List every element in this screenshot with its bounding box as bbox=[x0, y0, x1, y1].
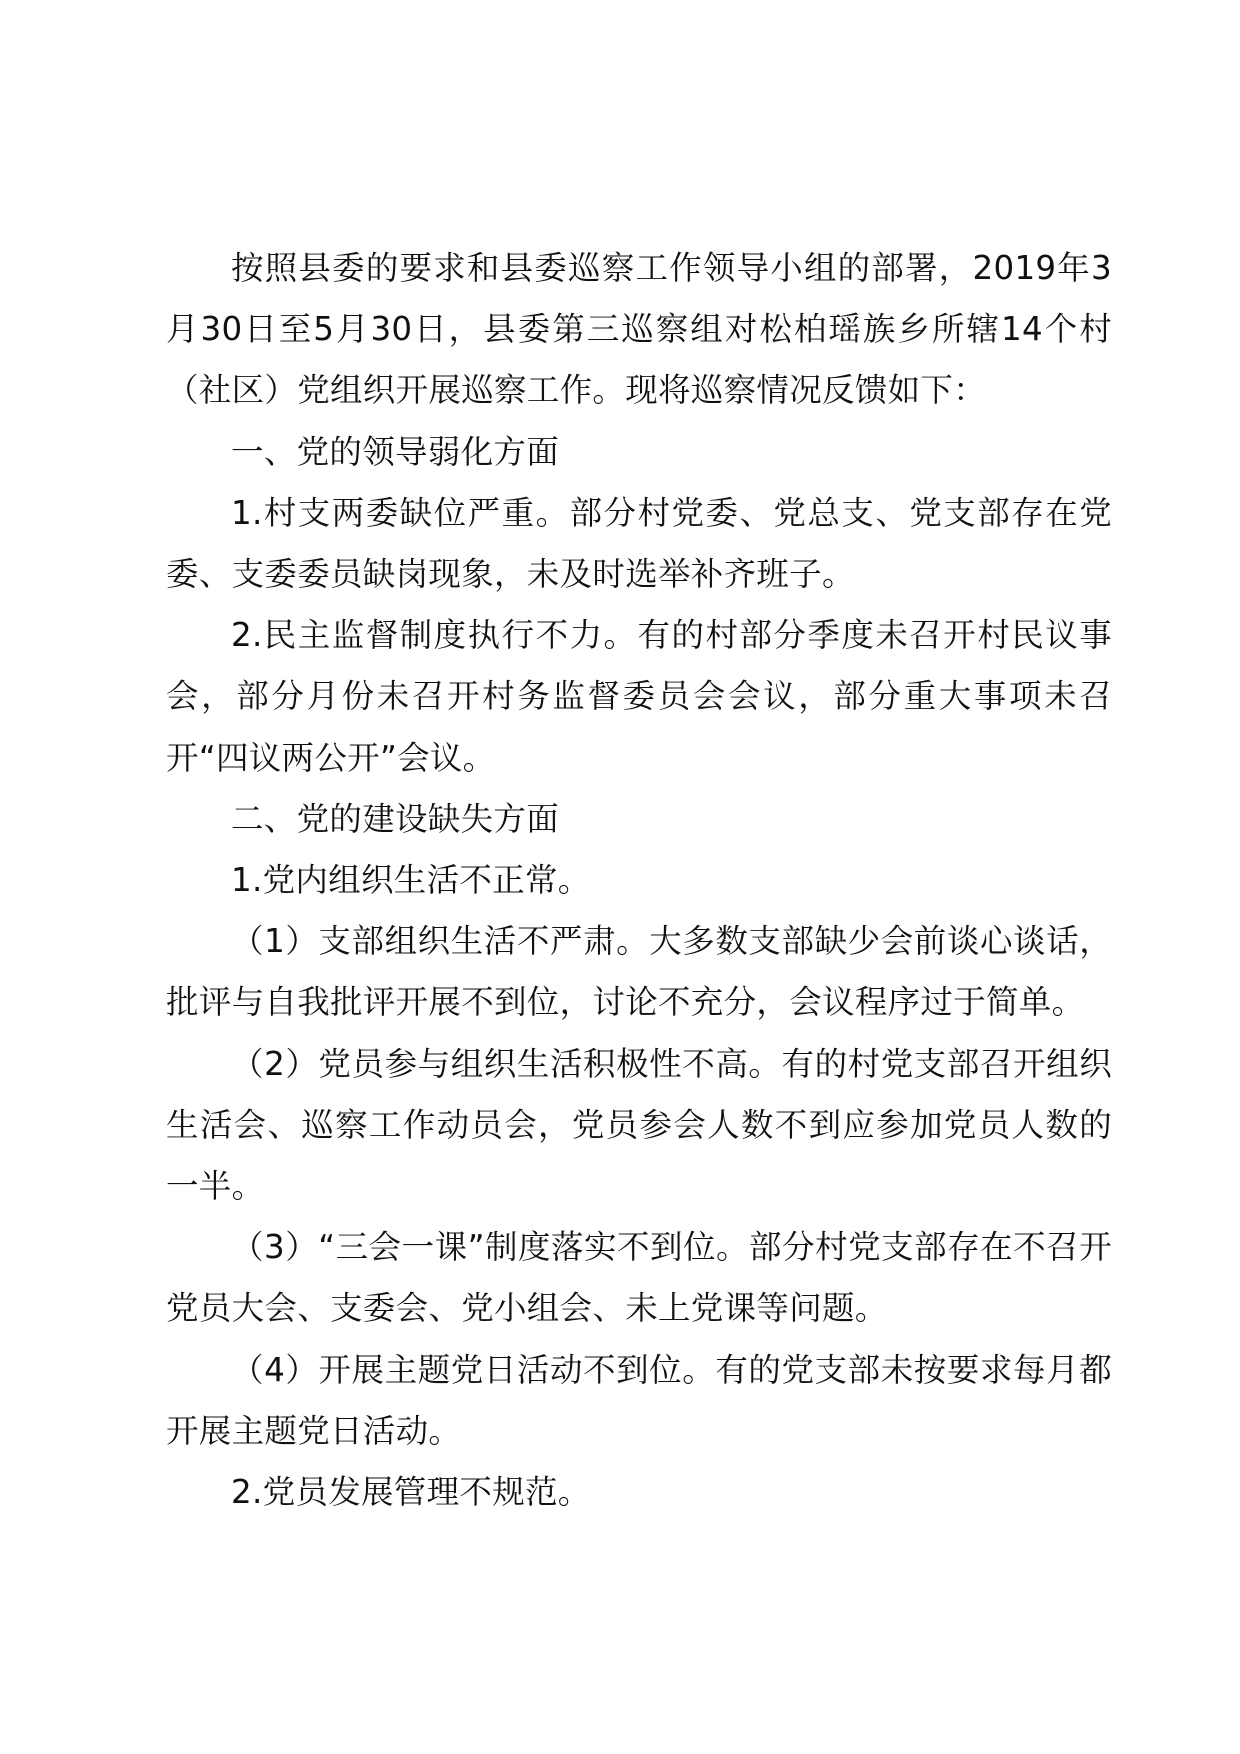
intro-paragraph bbox=[166, 238, 1112, 422]
text-line: 2.党员发展管理不规范。 bbox=[231, 1473, 591, 1512]
text-line: 一、党的领导弱化方面 bbox=[231, 432, 560, 471]
text-line: 区）党组织开展巡察工作。现将巡察情况反馈如下： bbox=[231, 371, 987, 410]
text-line: 批评与自我批评开展不到位，讨论不充分，会议程序过于简单。 bbox=[166, 983, 1085, 1022]
list-item-paragraph bbox=[166, 850, 1112, 911]
list-item-paragraph bbox=[166, 1462, 1112, 1523]
list-item-paragraph bbox=[166, 483, 1112, 605]
sub-item-paragraph bbox=[166, 911, 1112, 1033]
text-line: （1）支部组织生活不严肃。大多数支部缺少会前谈心谈话， bbox=[231, 922, 1112, 961]
text-line: 1.党内组织生活不正常。 bbox=[231, 861, 591, 900]
sub-item-paragraph bbox=[166, 1217, 1112, 1339]
sub-item-paragraph bbox=[166, 1340, 1112, 1462]
text-line: 1.村支两委缺位严重。部分村党委、党总支、党支部存在党 bbox=[231, 493, 1112, 532]
text-line: 开展主题党日活动。 bbox=[166, 1411, 462, 1450]
text-line: （3）“三会一课”制度落实不到位。部分村党支部存在不召 bbox=[231, 1228, 1080, 1267]
text-line: 按照县委的要求和县委巡察工作领导小组的部署，2019年3 bbox=[231, 249, 1112, 287]
text-line: 一半。 bbox=[166, 1167, 265, 1206]
text-line: 生活会、巡察工作动员会，党员参会人数不到应参加党员人数的 bbox=[166, 1105, 1112, 1144]
list-item-paragraph bbox=[166, 605, 1112, 789]
document-body bbox=[166, 238, 1112, 1523]
text-line: 会，部分月份未召开村务监督委员会会议，部分重大事项未召开 bbox=[166, 677, 1112, 777]
text-line: （2）党员参与组织生活积极性不高。有的村党支部召开组织 bbox=[231, 1044, 1112, 1083]
text-line: 月30日至5月30日，县委第三巡察组对松柏瑶族乡所辖14个村（社 bbox=[166, 310, 1112, 410]
section-heading bbox=[166, 422, 1112, 483]
text-line: 开党员大会、支委会、党小组会、未上党课等问题。 bbox=[166, 1228, 1112, 1328]
sub-item-paragraph bbox=[166, 1034, 1112, 1218]
text-line: “四议两公开”会议。 bbox=[198, 738, 496, 777]
text-line: 二、党的建设缺失方面 bbox=[231, 799, 560, 838]
text-line: 委、支委委员缺岗现象，未及时选举补齐班子。 bbox=[166, 555, 855, 594]
text-line: （4）开展主题党日活动不到位。有的党支部未按要求每月都 bbox=[231, 1350, 1112, 1389]
text-line: 2.民主监督制度执行不力。有的村部分季度未召开村民议事 bbox=[231, 616, 1112, 655]
section-heading bbox=[166, 789, 1112, 850]
